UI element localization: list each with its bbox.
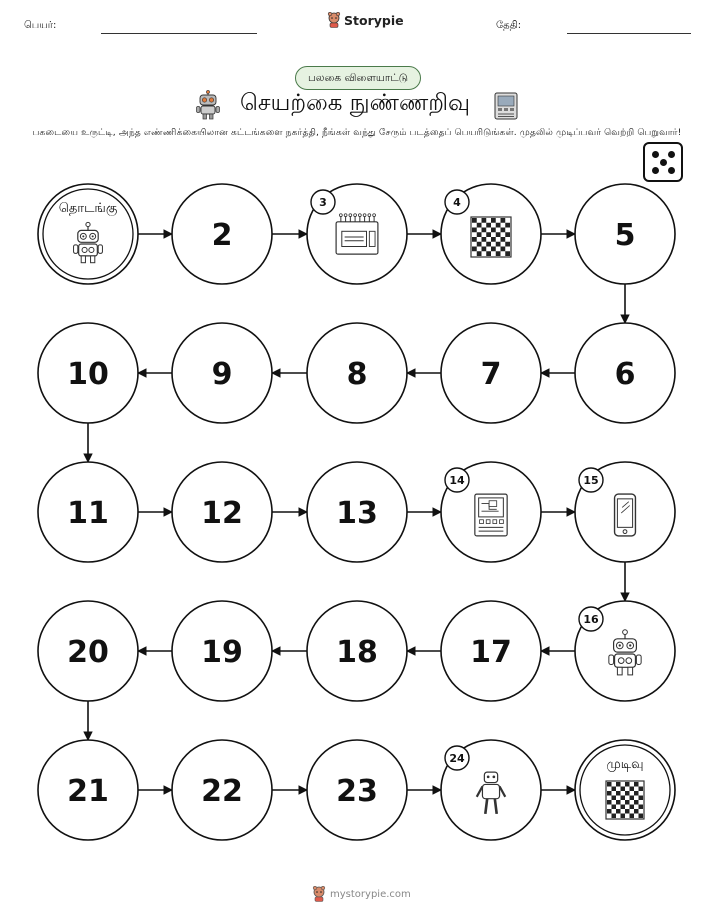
board-square-18[interactable] bbox=[307, 601, 407, 701]
square-number: 20 bbox=[67, 635, 109, 670]
brand-name: Storypie bbox=[344, 12, 404, 28]
board-square-22[interactable] bbox=[172, 740, 272, 840]
square-number: 5 bbox=[614, 218, 636, 253]
category-tag: பலகை விளையாட்டு bbox=[295, 66, 421, 90]
square-number: 9 bbox=[211, 357, 233, 392]
footer-url: mystorypie.com bbox=[330, 888, 411, 900]
square-number: 8 bbox=[346, 357, 368, 392]
square-badge-number: 4 bbox=[453, 196, 461, 209]
square-badge-number: 24 bbox=[449, 752, 465, 765]
square-badge-number: 15 bbox=[583, 474, 599, 487]
board-square-21[interactable] bbox=[38, 740, 138, 840]
square-number: 13 bbox=[336, 496, 378, 531]
finish-label: முடிவு bbox=[606, 757, 644, 772]
board-square-8[interactable] bbox=[307, 323, 407, 423]
board-square-13[interactable] bbox=[307, 462, 407, 562]
board-square-20[interactable] bbox=[38, 601, 138, 701]
square-number: 7 bbox=[480, 357, 502, 392]
board-square-11[interactable] bbox=[38, 462, 138, 562]
square-number: 10 bbox=[67, 357, 109, 392]
square-number: 21 bbox=[67, 774, 109, 809]
board-square-7[interactable] bbox=[441, 323, 541, 423]
board-square-5[interactable] bbox=[575, 184, 675, 284]
square-number: 6 bbox=[614, 357, 636, 392]
footer bbox=[312, 886, 411, 902]
board-square-25[interactable] bbox=[575, 740, 675, 840]
board-square-23[interactable] bbox=[307, 740, 407, 840]
square-badge-number: 16 bbox=[583, 613, 599, 626]
bear-mascot-icon bbox=[312, 886, 326, 902]
chessboard-icon bbox=[471, 217, 511, 257]
square-badge-number: 3 bbox=[319, 196, 327, 209]
square-number: 2 bbox=[211, 218, 233, 253]
square-badge-number: 14 bbox=[449, 474, 465, 487]
square-number: 17 bbox=[470, 635, 512, 670]
instructions: பகடையை உருட்டி, அந்த எண்ணிக்கையிலான கட்டங்களை நகர்த்தி, நீங்கள் வந்து சேரும் படத்தைப் பெயரிடுங்கள். முதலில் முடிப்பவர் வெற்றி பெறுவார்! bbox=[32, 127, 682, 138]
square-number: 18 bbox=[336, 635, 378, 670]
board-square-9[interactable] bbox=[172, 323, 272, 423]
board-square-24[interactable] bbox=[441, 740, 541, 840]
board-square-6[interactable] bbox=[575, 323, 675, 423]
board-square-17[interactable] bbox=[441, 601, 541, 701]
board-square-10[interactable] bbox=[38, 323, 138, 423]
board-square-2[interactable] bbox=[172, 184, 272, 284]
square-number: 12 bbox=[201, 496, 243, 531]
page-title: செயற்கை நுண்ணறிவு bbox=[240, 90, 471, 116]
board-squares bbox=[38, 184, 675, 840]
square-number: 11 bbox=[67, 496, 109, 531]
date-label: தேதி: bbox=[496, 20, 522, 31]
board-square-3[interactable] bbox=[307, 184, 407, 284]
smartphone-icon bbox=[615, 494, 636, 536]
board-square-12[interactable] bbox=[172, 462, 272, 562]
board-square-15[interactable] bbox=[575, 462, 675, 562]
board-square-19[interactable] bbox=[172, 601, 272, 701]
name-label: பெயர்: bbox=[24, 20, 57, 31]
square-number: 19 bbox=[201, 635, 243, 670]
square-number: 22 bbox=[201, 774, 243, 809]
board-square-14[interactable] bbox=[441, 462, 541, 562]
square-number: 23 bbox=[336, 774, 378, 809]
board-square-1[interactable] bbox=[38, 184, 138, 284]
board-square-4[interactable] bbox=[441, 184, 541, 284]
start-label: தொடங்கு bbox=[58, 201, 118, 216]
circuit-board-icon bbox=[475, 494, 507, 536]
chessboard-icon bbox=[606, 781, 644, 819]
board-square-16[interactable] bbox=[575, 601, 675, 701]
